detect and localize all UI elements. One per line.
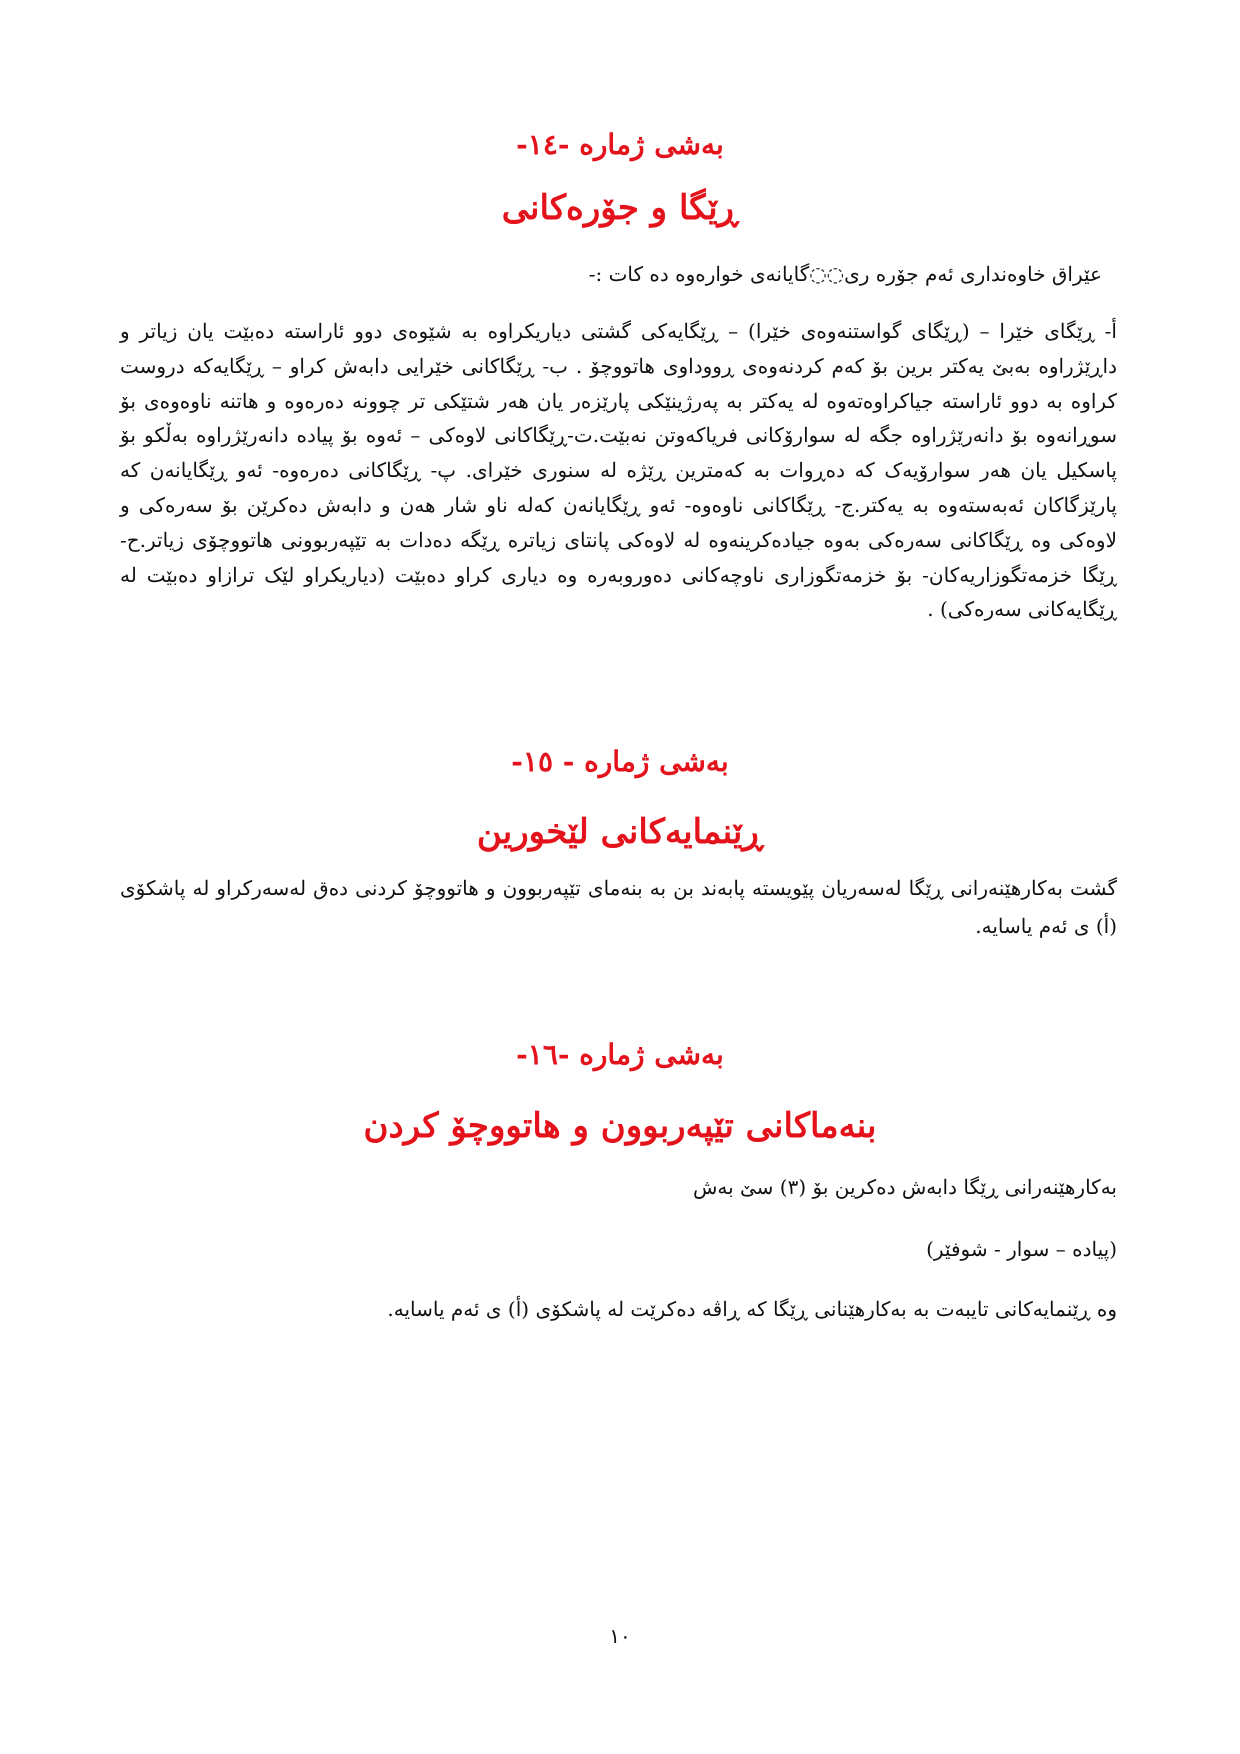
section-14-title: ڕێگا و جۆرەکانی — [501, 188, 739, 228]
section-15-title: ڕێنمایەکانی لێخورین — [476, 812, 764, 852]
section-16-line-2: (پیادە – سوار - شوفێر) — [926, 1237, 1117, 1261]
section-16-number-heading: بەشی ژمارە -١٦- — [516, 1038, 724, 1071]
section-14-body: أ- ڕێگای خێرا – (ڕێگای گواستنەوەی خێرا) – ڕێگایەکی گشتی دیاریکراوە بە شێوەی دوو ئاراستە دەبێت یان زیاتر و داڕێژراوە بەبێ یەکتر برین بۆ کەم کردنەوەی ڕووداوی هاتووچۆ . ب- ڕێگاکانی خێرایی دابەش کراو – ڕێگایەکە دروست کراوە بە دوو ئاراستە جیاکراوەتەوە لە یەکتر بە پەرژینێکی پارێزەر یان هەر شتێکی تر چوونە دەرەوە و هاتنە ناوەوەی بۆ سوڕانەوە بۆ دانەرێژراوە جگە لە سوارۆکانی فریاکەوتن نەبێت.ت-ڕێگاکانی لاوەکی – ئەوە بۆ پیادە دانەرێژراوە بەڵکو بۆ پاسکیل یان هەر سوارۆیەک کە دەڕوات بە کەمترین ڕێژە لە سنوری خێرای. پ- ڕێگاکانی دەرەوە- ئەو ڕێگایانەن کە پارێزگاکان ئەبەستەوە بە یەکتر.ج- ڕێگاکانی ناوەوە- ئەو ڕێگایانەن کەلە ناو شار هەن و دابەش دەکرێن بۆ سەرەکی و لاوەکی وە ڕێگاکانی سەرەکی بەوە جیادەکرینەوە لە لاوەکی پانتای زیاترە ڕێگە دەدات بە تێپەربوونی هاتووچۆی زیاتر.ح- ڕێگا خزمەتگوزاریەکان- بۆ خزمەتگوزاری ناوچەکانی دەوروبەرە وە دیاری کراو دەبێت (دیاریکراو لێک ترازاو دەبێت لە ڕێگایەکانی سەرەکی) . — [120, 319, 1117, 622]
section-16-line-3: وە ڕێنمایەکانی تایبەت بە بەکارهێنانی ڕێگا کە ڕاڤە دەکرێت لە پاشکۆی (أ) ی ئەم یاسایە. — [387, 1297, 1117, 1321]
page-number: ١٠ — [609, 1624, 631, 1648]
section-16-line-1: بەکارهێنەرانی ڕێگا دابەش دەکرین بۆ (٣) سێ بەش — [692, 1175, 1117, 1199]
section-15-body: گشت بەکارهێنەرانی ڕێگا لەسەریان پێویستە پابەند بن بە بنەمای تێپەربوون و هاتووچۆ کردنی دەق لەسەرکراو لە پاشکۆی (أ) ی ئەم یاسایە. — [120, 876, 1117, 938]
section-14-number-heading: بەشی ژمارە -١٤- — [516, 128, 724, 161]
section-16-title: بنەماکانی تێپەربوون و هاتووچۆ کردن — [363, 1106, 877, 1146]
section-14-intro: عێراق خاوەنداری ئەم جۆرە ری◌◌گایانەی خوارەوە دە کات :- — [588, 262, 1102, 286]
section-15-number-heading: بەشی ژمارە - ١٥- — [511, 745, 729, 778]
